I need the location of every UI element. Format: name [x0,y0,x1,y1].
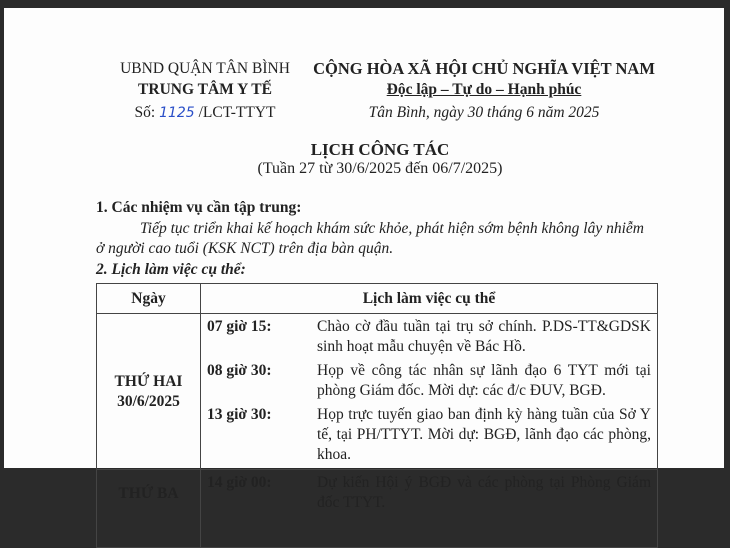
unit-name: TRUNG TÂM Y TẾ [138,81,272,98]
schedule-entry [207,473,651,513]
entry-text: Họp về công tác nhân sự lãnh đạo 6 TYT mới tại phòng Giám đốc. Mời dự: các đ/c ĐUV, BGĐ. [317,362,651,399]
document-subtitle: (Tuần 27 từ 30/6/2025 đến 06/7/2025) [257,160,503,177]
schedule-cell [201,470,658,548]
entry-text: Dự kiến Hội ý BGĐ và các phòng tại Phòng Giám đốc TTYT. [317,474,651,511]
place-date: Tân Bình, ngày 30 tháng 6 năm 2025 [368,104,600,121]
entry-text: Chào cờ đầu tuần tại trụ sở chính. P.DS-TT&GDSK sinh hoạt mẫu chuyện về Bác Hồ. [317,318,651,355]
day-name: THỨ BA [118,485,179,502]
table-header-row [97,284,658,314]
table-row [97,314,658,470]
section-1-heading: 1. Các nhiệm vụ cần tập trung: [96,199,302,216]
number-value: 1125 [159,105,195,121]
entry-time: 07 giờ 15: [207,318,272,335]
document-number [100,102,310,124]
day-name: THỨ HAI [114,372,183,390]
schedule-entry [207,405,651,465]
day-cell [97,470,201,548]
entry-text: Họp trực tuyến giao ban định kỳ hàng tuần của Sở Y tế, tại PH/TTYT. Mời dự: BGĐ, lãnh đạo các phòng, khoa. [317,406,651,463]
number-suffix: /LCT-TTYT [198,104,276,121]
section-1-line-2: ở người cao tuổi (KSK NCT) trên địa bàn quận. [96,240,394,257]
header-day: Ngày [97,284,201,314]
entry-time: 14 giờ 00: [207,474,272,491]
motto: Độc lập – Tự do – Hạnh phúc [386,81,582,98]
table-row [97,470,658,548]
day-date: 30/6/2025 [117,392,180,410]
document-page [4,8,724,511]
document-title: LỊCH CÔNG TÁC [310,140,450,159]
section-2-heading: 2. Lịch làm việc cụ thể: [96,261,246,278]
country-name: CỘNG HÒA XÃ HỘI CHỦ NGHĨA VIỆT NAM [313,59,655,78]
schedule-table [96,283,658,548]
entry-time: 08 giờ 30: [207,362,272,379]
entry-time: 13 giờ 30: [207,406,272,423]
number-label: Số: [134,104,156,121]
schedule-cell [201,314,658,470]
schedule-entry [207,361,651,401]
header-schedule: Lịch làm việc cụ thể [201,284,658,314]
day-cell [97,314,201,470]
schedule-entry [207,317,651,357]
agency-name: UBND QUẬN TÂN BÌNH [120,60,290,77]
section-1-line-1: Tiếp tục triển khai kế hoạch khám sức khỏe, phát hiện sớm bệnh không lây nhiễm [140,220,644,237]
